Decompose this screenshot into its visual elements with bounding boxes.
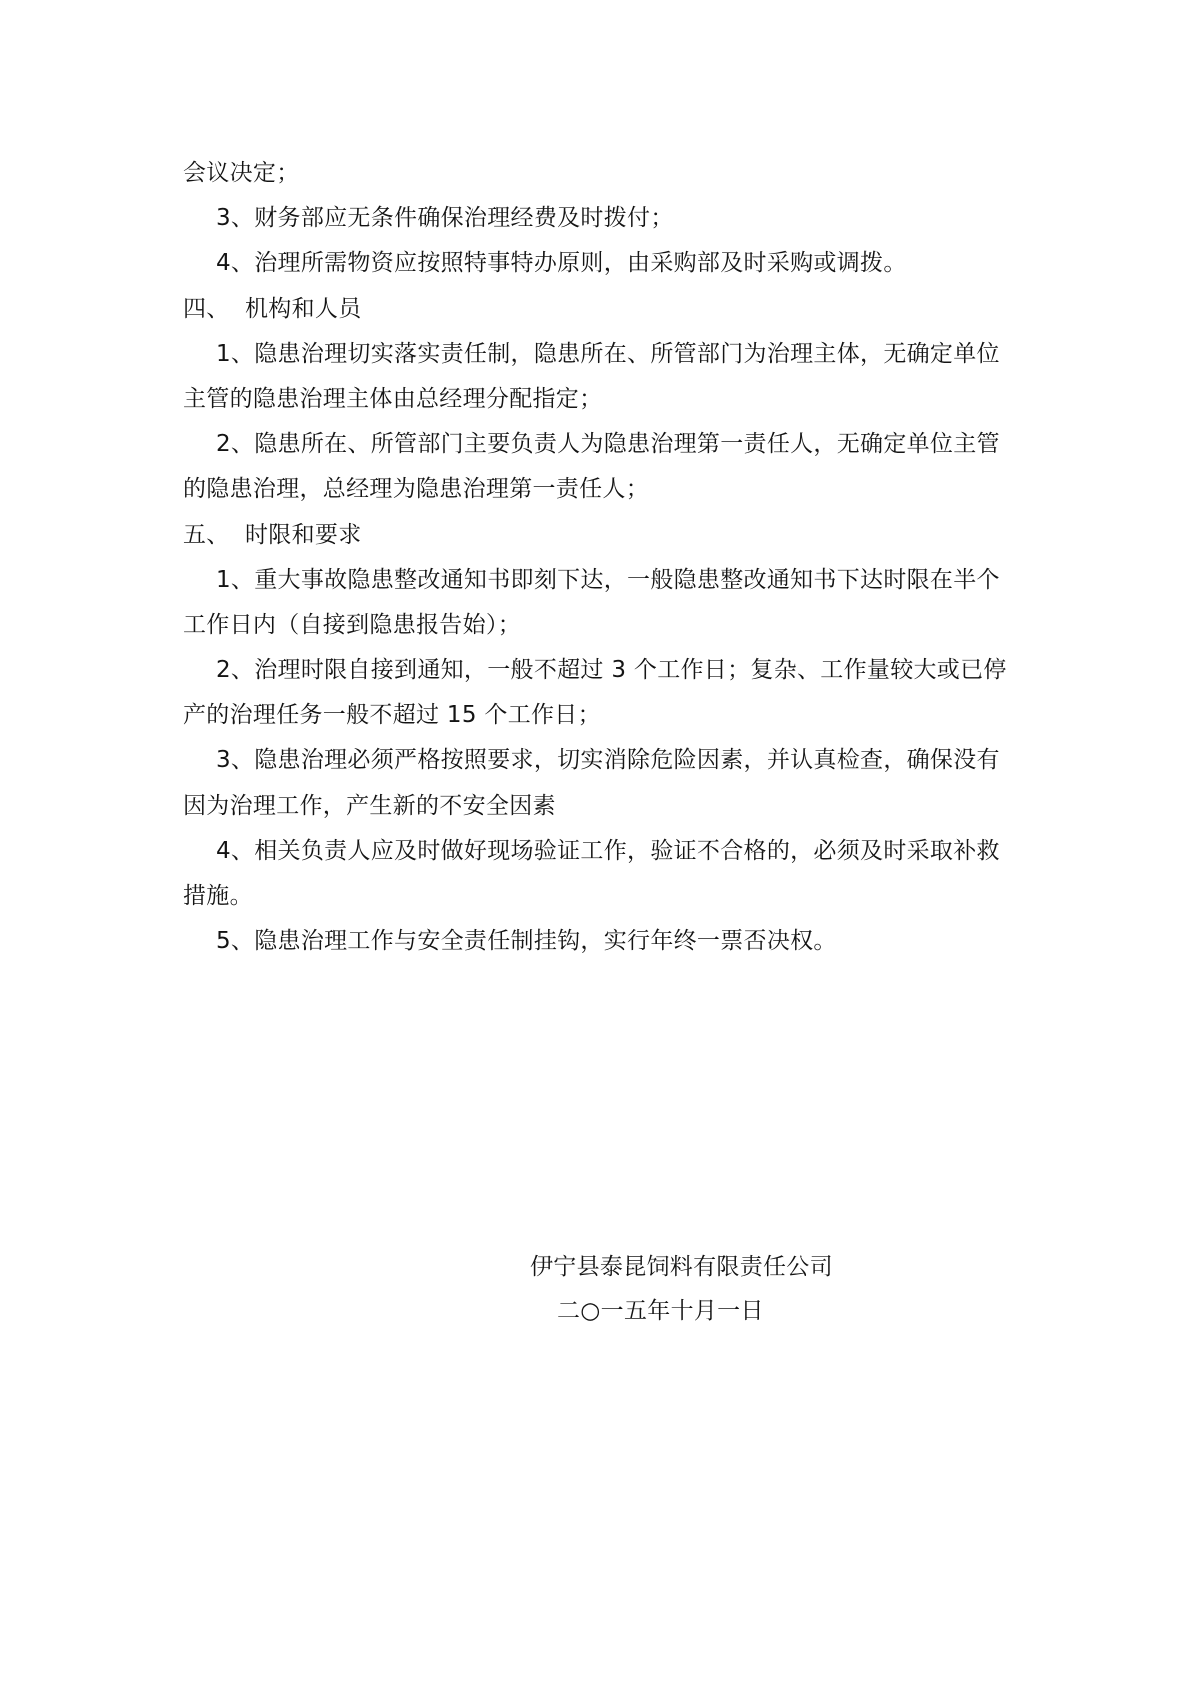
paragraph-line: 工作日内（自接到隐患报告始）；: [183, 611, 521, 638]
paragraph-line: 4、治理所需物资应按照特事特办原则，由采购部及时采购或调拨。: [216, 250, 907, 277]
document-body: [183, 151, 1028, 964]
paragraph-line: 因为治理工作，产生新的不安全因素: [183, 792, 556, 819]
paragraph-line: 产的治理任务一般不超过 15 个工作日；: [183, 702, 601, 729]
paragraph-line: 3、隐患治理必须严格按照要求，切实消除危险因素，并认真检查，确保没有: [216, 747, 1000, 774]
section-number: 五、: [183, 521, 230, 548]
company-name: 伊宁县泰昆饲料有限责任公司: [530, 1254, 833, 1280]
paragraph-line: 2、隐患所在、所管部门主要负责人为隐患治理第一责任人，无确定单位主管: [216, 431, 1000, 458]
section-number: 四、: [183, 295, 230, 322]
section-title: 时限和要求: [245, 521, 362, 548]
document-date: 二○一五年十月一日: [557, 1298, 764, 1324]
section-heading: [183, 287, 1028, 332]
paragraph-line: 1、重大事故隐患整改通知书即刻下达，一般隐患整改通知书下达时限在半个: [216, 566, 1000, 593]
section-heading: [183, 513, 1028, 558]
paragraph-line: 的隐患治理，总经理为隐患治理第一责任人；: [183, 476, 649, 503]
paragraph-line: 措施。: [183, 883, 253, 909]
signature-block: [530, 1245, 1030, 1333]
paragraph-line: 4、相关负责人应及时做好现场验证工作，验证不合格的，必须及时采取补救: [216, 837, 1000, 864]
paragraph-line: 2、治理时限自接到通知，一般不超过 3 个工作日；复杂、工作量较大或已停: [216, 657, 1007, 684]
paragraph-line: 5、隐患治理工作与安全责任制挂钩，实行年终一票否决权。: [216, 928, 837, 955]
paragraph-line: 会议决定；: [183, 160, 300, 186]
section-title: 机构和人员: [245, 295, 362, 322]
paragraph-line: 1、隐患治理切实落实责任制，隐患所在、所管部门为治理主体，无确定单位: [216, 340, 1000, 367]
paragraph-line: 3、财务部应无条件确保治理经费及时拨付；: [216, 205, 674, 232]
paragraph-line: 主管的隐患治理主体由总经理分配指定；: [183, 385, 603, 412]
